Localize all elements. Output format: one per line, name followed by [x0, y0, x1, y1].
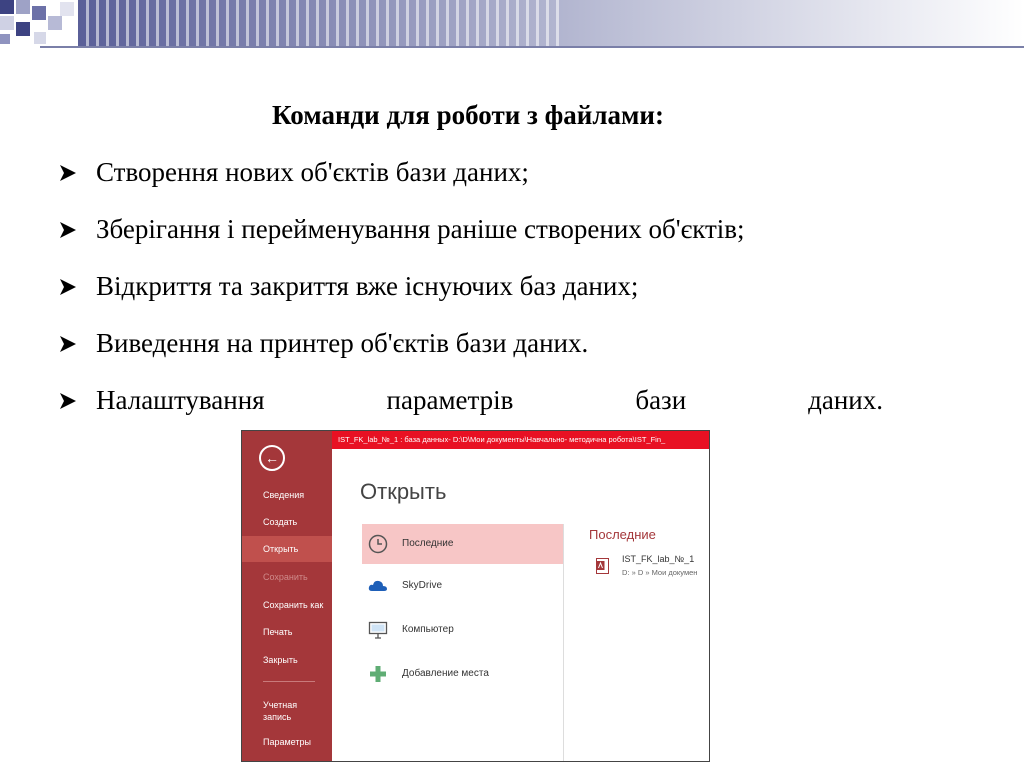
bullet-item: [58, 207, 883, 264]
place-skydrive[interactable]: [362, 564, 563, 608]
sidebar-item-close[interactable]: Закрыть: [263, 655, 298, 665]
header-gradient-bar: [0, 0, 1024, 50]
account-line: Учетная: [263, 700, 298, 710]
access-file-icon: [596, 558, 609, 574]
sidebar-divider: [263, 681, 315, 682]
account-line: запись: [263, 712, 292, 722]
slide-title: Команди для роботи з файлами:: [272, 100, 664, 130]
places-list: [362, 524, 563, 696]
arrow-bullet-icon: [58, 163, 78, 183]
place-label: Последние: [402, 538, 454, 549]
window-title-bar: IST_FK_lab_№_1 : база данных- D:\D\Мои документы\Навчально- методична робота\IST_Fin_: [332, 431, 709, 449]
arrow-bullet-icon: [58, 391, 78, 411]
sidebar-item-account[interactable]: [263, 699, 323, 723]
bullet-word: Налаштування: [96, 385, 265, 415]
bullet-list: [58, 150, 883, 435]
back-arrow-icon[interactable]: ←: [259, 445, 285, 471]
place-computer[interactable]: [362, 608, 563, 652]
place-recent[interactable]: [362, 524, 563, 564]
bullet-word: параметрів: [386, 385, 514, 415]
sidebar-item-save: Сохранить: [263, 572, 308, 582]
bullet-text: Створення нових об'єктів бази даних;: [96, 157, 529, 187]
bullet-word: бази: [635, 385, 687, 415]
clock-icon: [368, 534, 388, 554]
sidebar-item-info[interactable]: Сведения: [263, 490, 305, 500]
place-add[interactable]: [362, 652, 563, 696]
access-open-screenshot: [241, 430, 710, 762]
sidebar-item-save-as[interactable]: Сохранить как: [263, 600, 324, 610]
arrow-bullet-icon: [58, 334, 78, 354]
place-label: Компьютер: [402, 624, 454, 635]
sidebar-item-new[interactable]: Создать: [263, 517, 298, 527]
cloud-icon: [368, 576, 388, 596]
backstage-sidebar: [242, 431, 332, 761]
recent-heading: Последние: [589, 527, 656, 542]
bullet-text: Зберігання і перейменування раніше створених об'єктів;: [96, 214, 745, 244]
bullet-text: Відкриття та закриття вже існуючих баз даних;: [96, 271, 639, 301]
bullet-text: Виведення на принтер об'єктів бази даних.: [96, 328, 589, 358]
place-label: Добавление места: [402, 668, 489, 679]
sidebar-item-open[interactable]: Открыть: [242, 536, 332, 562]
bullet-item: [58, 150, 883, 207]
plus-icon: [368, 664, 388, 684]
sidebar-item-print[interactable]: Печать: [263, 627, 293, 637]
bullet-text-justified: [96, 378, 883, 422]
recent-file-path: D: » D » Мои докумен: [622, 568, 698, 577]
bullet-item: [58, 378, 883, 435]
open-heading: Открыть: [360, 479, 447, 504]
computer-icon: [368, 620, 388, 640]
recent-file-name[interactable]: IST_FK_lab_№_1: [622, 554, 695, 564]
bullet-item: [58, 321, 883, 378]
header-underline: [40, 46, 1024, 48]
arrow-bullet-icon: [58, 220, 78, 240]
sidebar-item-options[interactable]: Параметры: [263, 737, 311, 747]
arrow-bullet-icon: [58, 277, 78, 297]
bullet-word: даних.: [808, 385, 883, 415]
header-decoration: [0, 0, 1024, 50]
place-label: SkyDrive: [402, 580, 443, 591]
bullet-item: [58, 264, 883, 321]
pane-divider: [563, 524, 564, 761]
